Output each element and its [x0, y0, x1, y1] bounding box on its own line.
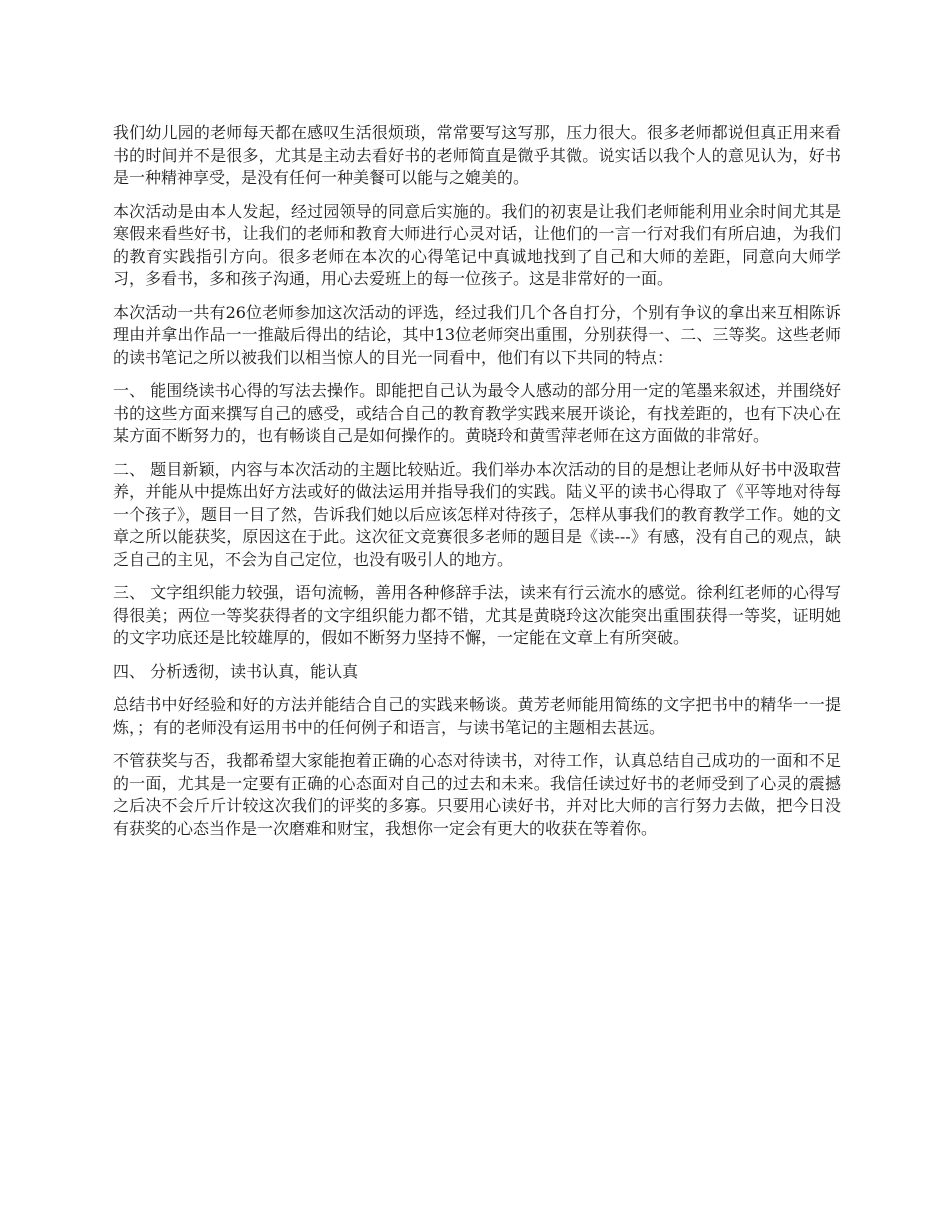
paragraph-intro: 我们幼儿园的老师每天都在感叹生活很烦琐，常常要写这写那，压力很大。很多老师都说但真正用来看书的时间并不是很多，尤其是主动去看好书的老师简直是微乎其微。说实话以我个人的意见认为，好书是一种精神享受，是没有任何一种美餐可以能与之媲美的。 — [113, 123, 841, 187]
paragraph-point-three: 三、 文字组织能力较强，语句流畅，善用各种修辞手法，读来有行云流水的感觉。徐利红老师的心得写得很美；两位一等奖获得者的文字组织能力都不错，尤其是黄晓玲这次能突出重围获得一等奖，证明她的文字功底还是比较雄厚的，假如不断努力坚持不懈，一定能在文章上有所突破。 — [113, 583, 841, 647]
paragraph-activity-origin: 本次活动是由本人发起，经过园领导的同意后实施的。我们的初衷是让我们老师能利用业余时间尤其是寒假来看些好书，让我们的老师和教育大师进行心灵对话，让他们的一言一行对我们有所启迪，为我们的教育实践指引方向。很多老师在本次的心得笔记中真诚地找到了自己和大师的差距，同意向大师学习，多看书，多和孩子沟通，用心去爱班上的每一位孩子。这是非常好的一面。 — [113, 201, 841, 288]
paragraph-point-four: 四、 分析透彻，读书认真，能认真 — [113, 661, 359, 681]
paragraph-point-two: 二、 题目新颖，内容与本次活动的主题比较贴近。我们举办本次活动的目的是想让老师从好书中汲取营养，并能从中提炼出好方法或好的做法运用并指导我们的实践。陆义平的读书心得取了《平等地对待每一个孩子》，题目一目了然，告诉我们她以后应该怎样对待孩子，怎样从事我们的教育教学工作。她的文章之所以能获奖，原因这在于此。这次征文竞赛很多老师的题目是《读---》有感，没有自己的观点，缺乏自己的主见，不会为自己定位，也没有吸引人的地方。 — [113, 459, 842, 569]
paragraph-point-one: 一、 能围绕读书心得的写法去操作。即能把自己认为最令人感动的部分用一定的笔墨来叙述，并围绕好书的这些方面来撰写自己的感受，或结合自己的教育教学实践来展开谈论，有找差距的，也有下决心在某方面不断努力的，也有畅谈自己是如何操作的。黄晓玲和黄雪萍老师在这方面做的非常好。 — [113, 381, 841, 445]
paragraph-closing: 不管获奖与否，我都希望大家能抱着正确的心态对待读书，对待工作，认真总结自己成功的一面和不足的一面，尤其是一定要有正确的心态面对自己的过去和未来。我信任读过好书的老师受到了心灵的震撼之后决不会斤斤计较这次我们的评奖的多寡。只要用心读好书，并对比大师的言行努力去做，把今日没有获奖的心态当作是一次磨难和财宝，我想你一定会有更大的收获在等着你。 — [113, 751, 841, 838]
paragraph-evaluation: 本次活动一共有26位老师参加这次活动的评选，经过我们几个各自打分，个别有争议的拿出来互相陈诉理由并拿出作品一一推敲后得出的结论，其中13位老师突出重围，分别获得一、二、三等奖。这些老师的读书笔记之所以被我们以相当惊人的目光一同看中，他们有以下共同的特点： — [113, 302, 841, 367]
paragraph-summary: 总结书中好经验和好的方法并能结合自己的实践来畅谈。黄芳老师能用简练的文字把书中的精华一一提炼，；有的老师没有运用书中的任何例子和语言，与读书笔记的主题相去甚远。 — [113, 695, 841, 737]
document-body — [113, 122, 841, 851]
